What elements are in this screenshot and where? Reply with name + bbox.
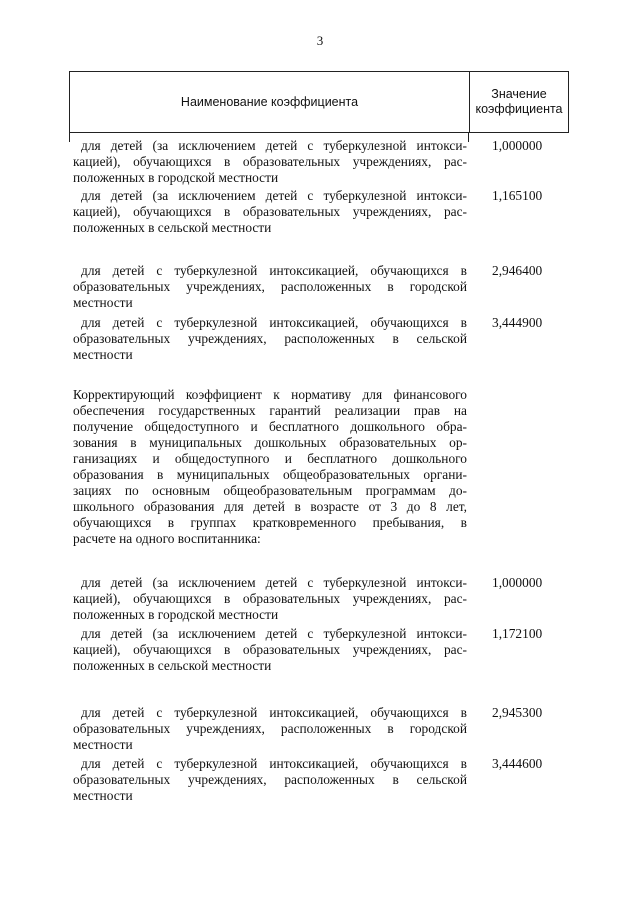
row-text-line: образования в муниципальных общеобразовательных органи- [73, 467, 467, 482]
row-text-line: зациях по основным общеобразовательным программам до- [73, 483, 467, 498]
coefficient-row [73, 138, 467, 186]
table-left-border [69, 133, 70, 142]
coefficient-value: 1,165100 [492, 188, 543, 203]
header-value-line1: Значение [491, 87, 547, 101]
header-name-column: Наименование коэффициента [180, 95, 359, 109]
header-value-column [470, 72, 568, 132]
row-text-line: расчете на одного воспитанника: [73, 531, 261, 546]
row-text-line: положенных в городской местности [73, 607, 279, 622]
row-text-line: кацией), обучающихся в образовательных учреждениях, рас- [73, 642, 467, 657]
coefficient-row [73, 626, 467, 674]
table-column-border [468, 133, 469, 142]
row-text-line: для детей (за исключением детей с туберкулезной интокси- [81, 575, 467, 590]
row-text-line: для детей (за исключением детей с туберкулезной интокси- [81, 626, 467, 641]
row-text-line: для детей с туберкулезной интоксикацией, обучающихся в [81, 263, 467, 278]
row-text-line: кацией), обучающихся в образовательных учреждениях, рас- [73, 591, 467, 606]
row-text-line: для детей с туберкулезной интоксикацией, обучающихся в [81, 315, 467, 330]
row-text-line: положенных в сельской местности [73, 220, 272, 235]
row-text-line: образовательных учреждениях, расположенных в сельской [73, 331, 467, 346]
coefficient-value: 2,946400 [492, 263, 543, 278]
coefficient-value: 1,172100 [492, 626, 543, 641]
header-value-line2: коэффициента [475, 102, 563, 116]
row-text-line: положенных в сельской местности [73, 658, 272, 673]
table-header [69, 71, 569, 133]
row-text-line: для детей (за исключением детей с туберкулезной интокси- [81, 188, 467, 203]
row-text-line: образовательных учреждениях, расположенных в городской [73, 279, 467, 294]
coefficient-value: 3,444600 [492, 756, 543, 771]
row-text-line: обучающихся в группах кратковременного пребывания, в [73, 515, 467, 530]
coefficient-row [73, 705, 467, 753]
page-number: 3 [316, 33, 324, 48]
row-text-line: для детей с туберкулезной интоксикацией, обучающихся в [81, 705, 467, 720]
corrective-coefficient-heading [73, 387, 467, 547]
coefficient-row [73, 315, 467, 363]
coefficient-row [73, 263, 467, 311]
coefficient-row [73, 756, 467, 804]
row-text-line: местности [73, 295, 133, 310]
row-text-line: Корректирующий коэффициент к нормативу для финансового [73, 387, 467, 402]
row-text-line: школьного образования для детей в возрасте от 3 до 8 лет, [73, 499, 467, 514]
row-text-line: местности [73, 737, 133, 752]
coefficient-value: 3,444900 [492, 315, 543, 330]
coefficient-value: 2,945300 [492, 705, 543, 720]
row-text-line: ганизациях и общедоступного и бесплатного дошкольного [73, 451, 467, 466]
row-text-line: для детей (за исключением детей с туберкулезной интокси- [81, 138, 467, 153]
coefficient-row [73, 188, 467, 236]
row-text-line: местности [73, 788, 133, 803]
row-text-line: кацией), обучающихся в образовательных учреждениях, рас- [73, 204, 467, 219]
row-text-line: образовательных учреждениях, расположенных в городской [73, 721, 467, 736]
row-text-line: положенных в городской местности [73, 170, 279, 185]
coefficient-row [73, 575, 467, 623]
row-text-line: для детей с туберкулезной интоксикацией, обучающихся в [81, 756, 467, 771]
row-text-line: получение общедоступного и бесплатного дошкольного обра- [73, 419, 467, 434]
row-text-line: образовательных учреждениях, расположенных в сельской [73, 772, 467, 787]
row-text-line: обеспечения государственных гарантий реализации прав на [73, 403, 467, 418]
coefficient-value: 1,000000 [492, 138, 543, 153]
row-text-line: зования в муниципальных дошкольных образовательных ор- [73, 435, 467, 450]
row-text-line: местности [73, 347, 133, 362]
coefficient-value: 1,000000 [492, 575, 543, 590]
row-text-line: кацией), обучающихся в образовательных учреждениях, рас- [73, 154, 467, 169]
